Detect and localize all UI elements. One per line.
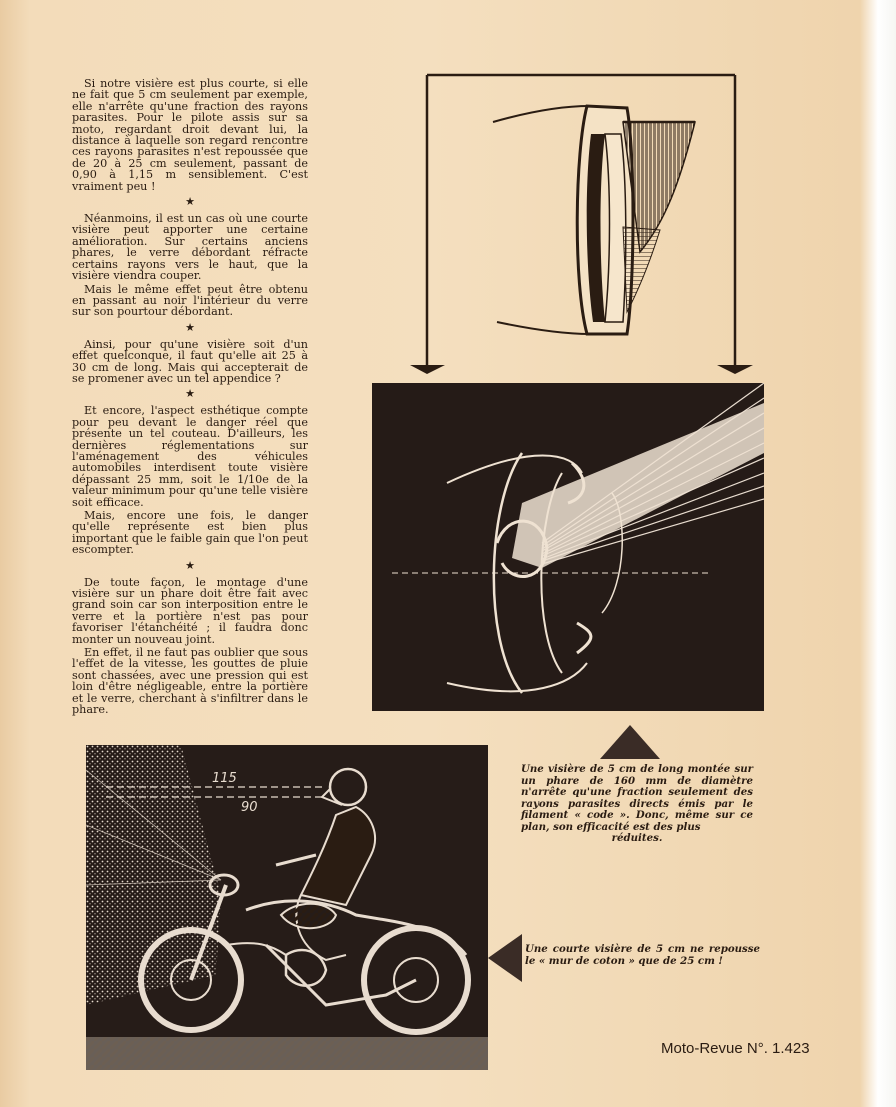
paragraph-8: En effet, il ne faut pas oublier que sous l'effet de la vitesse, les gouttes de pluie sont chassées, avec une pression qui est loin d'être négligeable, entre la portière et le verre, cherchant à s'infiltrer dans le phare. — [72, 646, 308, 717]
article-text-column — [72, 78, 308, 718]
separator-star: ★ — [185, 320, 195, 334]
paragraph-7: De toute façon, le montage d'une visière sur un phare doit être fait avec grand soin car son interposition entre le verre et la portière n'est pas pour favoriser l'étanchéité ; il faudra donc monter un nouveau joint. — [72, 575, 308, 646]
motorcycle-illustration — [86, 745, 488, 1070]
headlamp-cross-section-figure — [372, 383, 764, 711]
cross-section-illustration — [372, 383, 764, 711]
arrow-up-icon — [600, 725, 660, 759]
magazine-footer: Moto-Revue N°. 1.423 — [661, 1040, 810, 1057]
separator-star: ★ — [185, 195, 195, 209]
paragraph-4: Ainsi, pour qu'une visière soit d'un effet quelconque, il faut qu'elle ait 25 à 30 cm de long. Mais qui accepterait de se promener avec un tel appendice ? — [72, 337, 308, 385]
paragraph-1: Si notre visière est plus courte, si elle ne fait que 5 cm seulement par exemple, elle n'arrête qu'une fraction des rayons parasites. Pour le pilote assis sur sa moto, regardant droit devant lui, la distance à laquelle son regard rencontre ces rayons parasites n'est repoussée que de 20 à 25 cm seulement, passant de 0,90 à 1,15 m sensiblement. C'est vraiment peu ! — [72, 77, 308, 193]
distance-label-lower: 90 — [241, 800, 258, 815]
separator-star: ★ — [185, 558, 195, 572]
headlamp-profile-illustration — [405, 72, 755, 377]
distance-label-upper: 115 — [212, 771, 237, 786]
arrow-left-icon — [488, 934, 522, 982]
paragraph-3: Mais le même effet peut être obtenu en passant au noir l'intérieur du verre sur son pourtour débordant. — [72, 282, 308, 319]
paragraph-6: Mais, encore une fois, le danger qu'elle représente est bien plus important que le faible gain que l'on peut escompter. — [72, 509, 308, 557]
paragraph-2: Néanmoins, il est un cas où une courte visière peut apporter une certaine amélioration. Sur certains anciens phares, le verre débordant réfracte certains rayons vers le haut, que la visière viendra couper. — [72, 212, 308, 283]
separator-star: ★ — [185, 387, 195, 401]
caption-motorcycle: Une courte visière de 5 cm ne repousse le « mur de coton » que de 25 cm ! — [525, 943, 760, 967]
caption-headlamp-body: Une visière de 5 cm de long montée sur un phare de 160 mm de diamètre n'arrête qu'une fraction seulement des rayons parasites directs émis par le filament « code ». Donc, même sur ce plan, son efficacité est des plus — [521, 763, 753, 833]
motorcycle-rider-figure — [86, 745, 488, 1070]
paragraph-5: Et encore, l'aspect esthétique compte pour peu devant le danger réel que présente un tel couteau. D'ailleurs, les dernières réglementations sur l'aménagement des véhicules automobiles interdisent toute visière dépassant 25 mm, soit le 1/10e de la valeur minimum pour qu'une telle visière soit efficace. — [72, 404, 308, 509]
caption-headlamp-last-line: réduites. — [611, 832, 663, 844]
caption-headlamp — [521, 764, 753, 845]
